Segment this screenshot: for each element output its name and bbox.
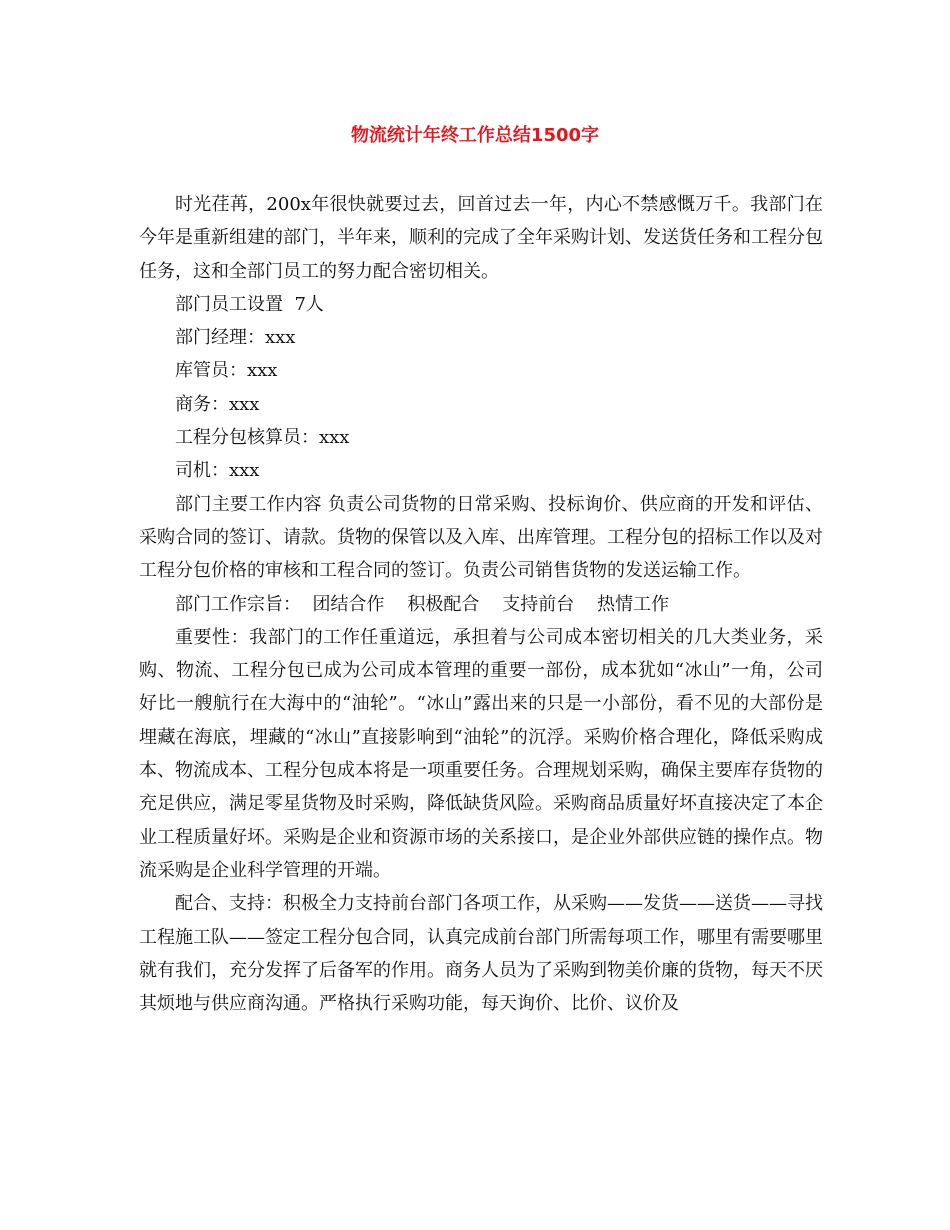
- paragraph-warehouse-keeper: 库管员：xxx: [175, 360, 278, 382]
- paragraph-work-tenet: 部门工作宗旨： 团结合作 积极配合 支持前台 热情工作: [175, 593, 670, 615]
- paragraph-intro: 时光荏苒，200x年很快就要过去，回首过去一年，内心不禁感慨万千。我部门在今年是重新组建的部门，半年来，顺利的完成了全年采购计划、发送货任务和工程分包任务，这和全部门员工的努力配合密切相关。: [139, 194, 823, 282]
- paragraph-manager: 部门经理：xxx: [175, 327, 296, 349]
- document-body: [139, 188, 823, 1020]
- paragraph-main-work: 部门主要工作内容 负责公司货物的日常采购、投标询价、供应商的开发和评估、采购合同的签订、请款。货物的保管以及入库、出库管理。工程分包的招标工作以及对工程分包价格的审核和工程合同的签订。负责公司销售货物的发送运输工作。: [139, 493, 823, 582]
- paragraph-driver: 司机：xxx: [175, 460, 260, 482]
- paragraph-cooperation-support: 配合、支持：积极全力支持前台部门各项工作，从采购——发货——送货——寻找工程施工队——签定工程分包合同，认真完成前台部门所需每项工作，哪里有需要哪里就有我们，充分发挥了后备军的作用。商务人员为了采购到物美价廉的货物，每天不厌其烦地与供应商沟通。严格执行采购功能，每天询价、比价、议价及: [139, 893, 823, 1015]
- paragraph-subcontract-accountant: 工程分包核算员：xxx: [175, 427, 350, 449]
- paragraph-importance: 重要性：我部门的工作任重道远，承担着与公司成本密切相关的几大类业务，采购、物流、工程分包已成为公司成本管理的重要一部份，成本犹如“冰山”一角，公司好比一艘航行在大海中的“油轮”。“冰山”露出来的只是一小部份，看不见的大部份是埋藏在海底，埋藏的“冰山”直接影响到“油轮”的沉浮。采购价格合理化，降低采购成本、物流成本、工程分包成本将是一项重要任务。合理规划采购，确保主要库存货物的充足供应，满足零星货物及时采购，降低缺货风险。采购商品质量好坏直接决定了本企业工程质量好坏。采购是企业和资源市场的关系接口，是企业外部供应链的操作点。物流采购是企业科学管理的开端。: [139, 626, 823, 881]
- paragraph-business: 商务：xxx: [175, 393, 260, 415]
- paragraph-staff-setup: 部门员工设置 7人: [175, 293, 324, 315]
- document-title: 物流统计年终工作总结1500字: [350, 125, 600, 146]
